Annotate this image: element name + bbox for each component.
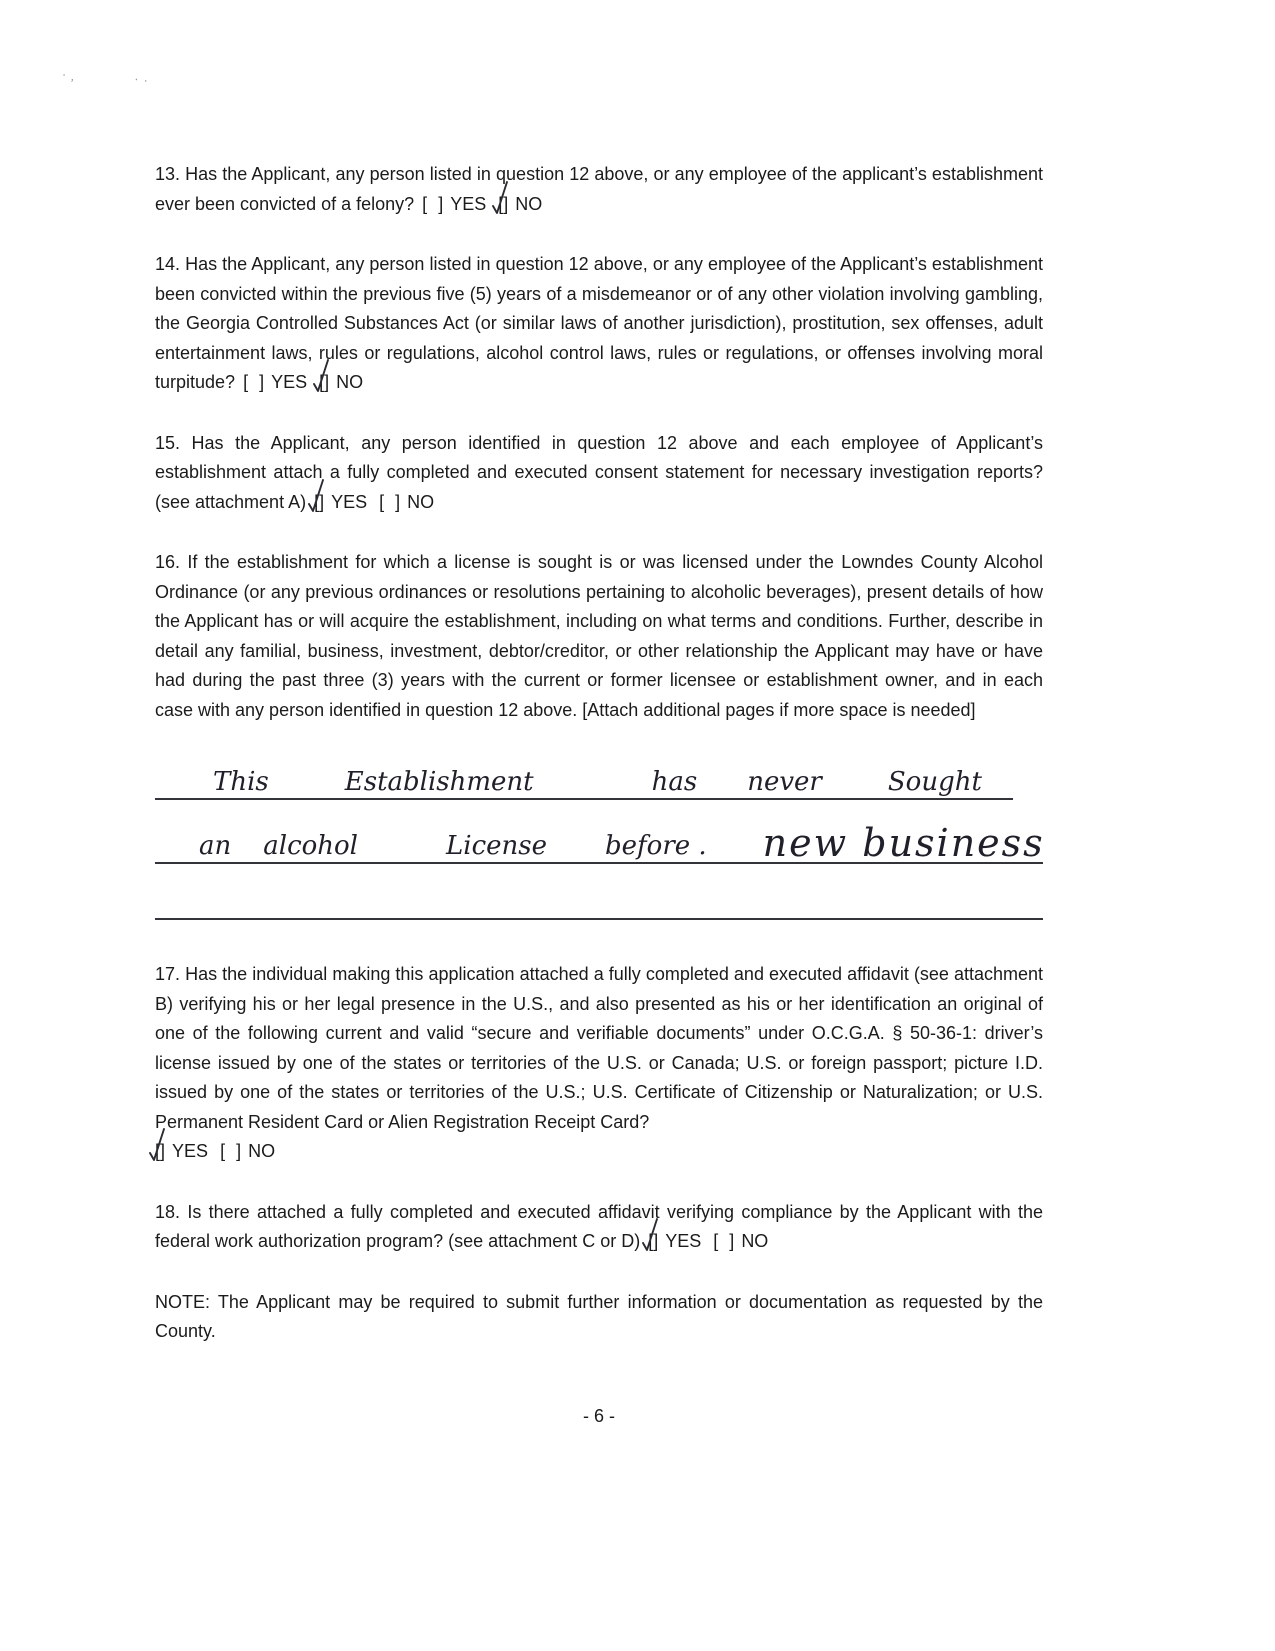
question-16 [155,548,1043,725]
question-18 [155,1198,1043,1257]
q13-no-label: NO [515,193,543,214]
q13-yes-label: YES [450,193,487,214]
bracket-right: ] [319,491,325,512]
q18-no-checkbox [713,1227,734,1257]
question-13-text: 13. Has the Applicant, any person listed in question 12 above, or any employee of the applicant’s establishment ever been convicted of a felony? [155,164,1043,214]
bracket-left: [ [155,1141,161,1161]
scan-artifact-2: ·. [133,68,153,87]
answer-line-2 [155,800,1043,864]
question-16-text: 16. If the establishment for which a license is sought is or was licensed under the Lowndes County Alcohol Ordinance (or any previous ordinances or resolutions pertaining to alcoholic beverages), present details of how the Applicant has or will acquire the establishment, including on what terms and conditions. Further, describe in detail any familial, business, investment, debtor/creditor, or other relationship the Applicant may have or have had during the past three (3) years with the current or former licensee or establishment owner, and in each case with any person identified in question 12 above. [Attach additional pages if more space is needed] [155,552,1043,720]
question-17 [155,960,1043,1167]
question-14-answers [243,372,363,392]
q14-yes-label: YES [271,372,308,392]
q17-yes-label: YES [172,1141,209,1161]
bracket-right: ] [236,1141,242,1161]
bracket-right: ] [324,372,330,392]
q17-yes-checkbox [155,1137,165,1167]
q15-yes-label: YES [331,491,368,512]
question-18-answers [648,1231,768,1251]
bracket-left: [ [319,372,325,392]
q17-no-label: NO [248,1141,276,1161]
q18-yes-label: YES [665,1231,702,1251]
note-paragraph: NOTE: The Applicant may be required to submit further information or documentation as requested by the County. [155,1291,1043,1341]
question-17-text: 17. Has the individual making this application attached a fully completed and executed affidavit (see attachment B) verifying his or her legal presence in the U.S., and also presented as his or her identification an original of one of the following current and valid “secure and verifiable documents” under O.C.G.A. § 50-36-1: driver’s license issued by one of the states or territories of the U.S. or Canada; U.S. or foreign passport; picture I.D. issued by one of the states or territories of the U.S.; U.S. Certificate of Citizenship or Naturalization; or U.S. Permanent Resident Card or Alien Registration Receipt Card? [155,964,1043,1132]
question-13-answers [422,194,542,214]
question-18-text: 18. Is there attached a fully completed and executed affidavit verifying compliance by the Applicant with the federal work authorization program? (see attachment C or D) [155,1201,1043,1251]
answer-line-3 [155,864,1043,920]
bracket-left: [ [379,491,385,512]
bracket-left: [ [314,491,320,512]
bracket-right: ] [729,1231,735,1251]
bracket-right: ] [653,1231,659,1251]
question-14-text: 14. Has the Applicant, any person listed in question 12 above, or any employee of the Applicant’s establishment been convicted within the previous five (5) years of a misdemeanor or of any other violation involving gambling, the Georgia Controlled Substances Act (or similar laws of another jurisdiction), prostitution, sex offenses, adult entertainment laws, rules or regulations, alcohol control laws, rules or regulations, or offenses involving moral turpitude? [155,254,1043,392]
answer-line-1 [155,756,1013,800]
handwritten-word: never [747,767,822,797]
q18-no-label: NO [741,1231,769,1251]
bracket-left: [ [422,193,428,214]
q15-no-label: NO [407,491,435,512]
bracket-left: [ [243,372,249,392]
q14-yes-checkbox [243,368,264,398]
handwritten-word: has [651,767,698,797]
question-17-answers [155,1137,1043,1167]
handwritten-word: alcohol [263,831,358,861]
q18-yes-checkbox [648,1227,658,1257]
q15-no-checkbox [379,488,400,518]
q13-no-checkbox [498,190,508,220]
question-15 [155,429,1043,518]
q14-no-checkbox [319,368,329,398]
question-14 [155,250,1043,398]
bracket-right: ] [503,193,509,214]
q15-yes-checkbox [314,488,324,518]
page-number: - 6 - [582,1406,615,1426]
handwritten-word: This [213,767,269,797]
q17-no-checkbox [220,1137,241,1167]
bracket-right: ] [259,372,265,392]
handwritten-word: License [446,831,548,861]
question-15-answers [314,492,434,512]
bracket-left: [ [498,193,504,214]
question-15-text: 15. Has the Applicant, any person identified in question 12 above and each employee of Applicant’s establishment attach a fully completed and executed consent statement for necessary investigation reports? (see attachment A) [155,432,1043,512]
q13-yes-checkbox [422,190,443,220]
handwritten-word: an [199,831,232,861]
q16-handwritten-answer [155,756,1043,920]
bracket-right: ] [160,1141,166,1161]
bracket-right: ] [395,491,401,512]
bracket-left: [ [220,1141,226,1161]
bracket-left: [ [648,1231,654,1251]
form-body [155,160,1043,1347]
scan-artifact-1: ·, [60,66,82,85]
handwritten-word: Sought [887,767,982,797]
handwritten-emphasis: new business [762,821,1045,865]
question-13 [155,160,1043,219]
bracket-right: ] [438,193,444,214]
handwritten-word: before . [605,831,707,861]
bracket-left: [ [713,1231,719,1251]
q14-no-label: NO [336,372,364,392]
handwritten-word: Establishment [344,767,534,797]
